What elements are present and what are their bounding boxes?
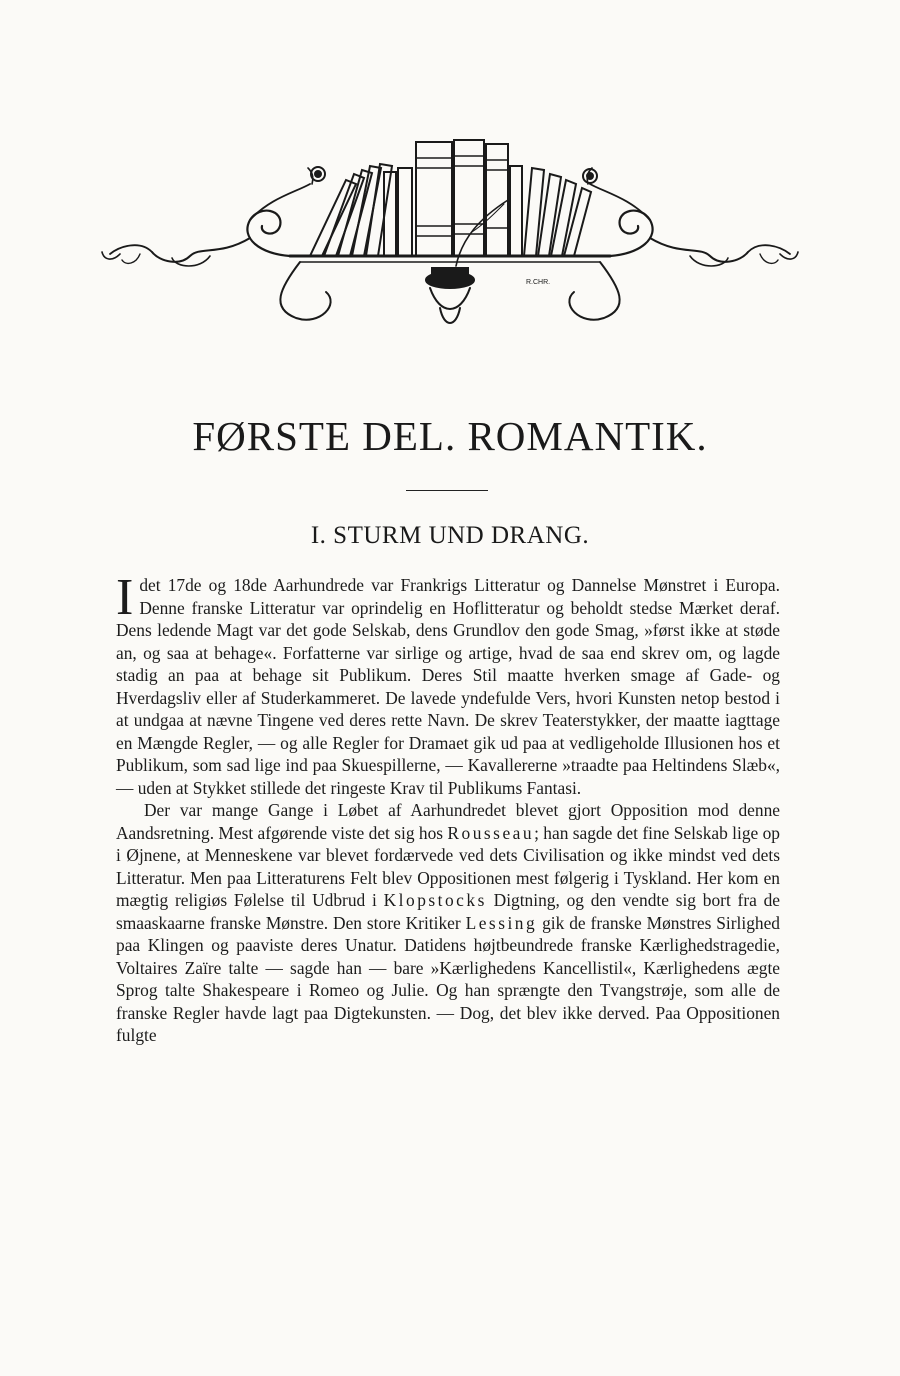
paragraph-1-text: det 17de og 18de Aarhundrede var Frankrigs Litteratur og Dannelse Mønstret i Europa. Denne franske Litteratur var oprindelig en Hoflitteratur og beholdt stedse Mærket deraf. Dens ledende Magt var det gode Selskab, dens Grundlov den gode Smag, »først ikke at støde an, og saa at behage«. Forfatterne var sirlige og artige, hvad de saa end skrev om, og lagde stadig an paa at behage sit Publikum. Deres Stil maatte hverken smage af Gade- og Hverdagsliv eller af Studerkammeret. De lavede yndefulde Vers, hvori Kunsten netop bestod i at undgaa at nævne Tingene ved deres rette Navn. De skrev Teaterstykker, der maatte iagttage en Mængde Regler, — og alle Regler for Dramaet gik ud paa at vedligeholde Illusionen hos et Publikum, som sad lige ind paa Skuespillerne, — Kavallererne »traadte paa Heltindens Slæb«, — uden at Stykket stillede det ringeste Krav til Publikums Fantasi. bbox=[116, 575, 780, 798]
paragraph-2-text-d: gik de franske Mønstres Sirlighed paa Klingen og paaviste deres Unatur. Datidens højtbeundrede franske Kærlighedstragedie, Voltaires Zaïre talte — sagde han — bare »Kærlighedens Kancellistil«, Kærlighedens ægte Sprog talte Shakespeare i Romeo og Julie. Og han sprængte den Tvangstrøje, som alle de franske Regler havde lagt paa Digtekunsten. — Dog, det blev ikke derved. Paa Oppositionen fulgte bbox=[116, 912, 781, 1045]
paragraph-2-text-b: ; han sagde det fine Selskab lige op i Øjnene, at Menneskene var blevet fordærvede ved dets Civilisation og ikke mindst ved dets Litteratur. Men paa Litteraturens Felt blev Oppositionen mest følgerig i Tyskland. Her kom en mægtig religiøs Følelse til Udbrud i bbox=[116, 822, 781, 910]
name-lessing: Lessing bbox=[465, 912, 538, 933]
part-title: FØRSTE DEL. ROMANTIK. bbox=[192, 413, 708, 459]
chapter-title: I. STURM UND DRANG. bbox=[310, 522, 590, 549]
title-divider bbox=[406, 490, 488, 491]
name-klopstock: Klopstocks bbox=[383, 890, 487, 910]
paragraph-2-text-a: Der var mange Gange i Løbet af Aarhundredet blevet gjort Opposition mod denne Aandsretning. Mest afgørende viste det sig hos bbox=[116, 800, 780, 843]
ornament-signature: R.CHR. bbox=[526, 279, 551, 286]
name-rousseau: Rousseau bbox=[447, 822, 535, 843]
paragraph-1 bbox=[116, 569, 780, 799]
drop-cap: I bbox=[116, 569, 134, 626]
paragraph-2-text-c: Digtning, og den vendte sig bort fra de smaaskaarne franske Mønstre. Den store Kritiker bbox=[116, 890, 781, 933]
body-text bbox=[116, 569, 781, 1047]
bookshelf-ornament-icon bbox=[100, 128, 800, 338]
paragraph-2 bbox=[116, 799, 780, 1047]
